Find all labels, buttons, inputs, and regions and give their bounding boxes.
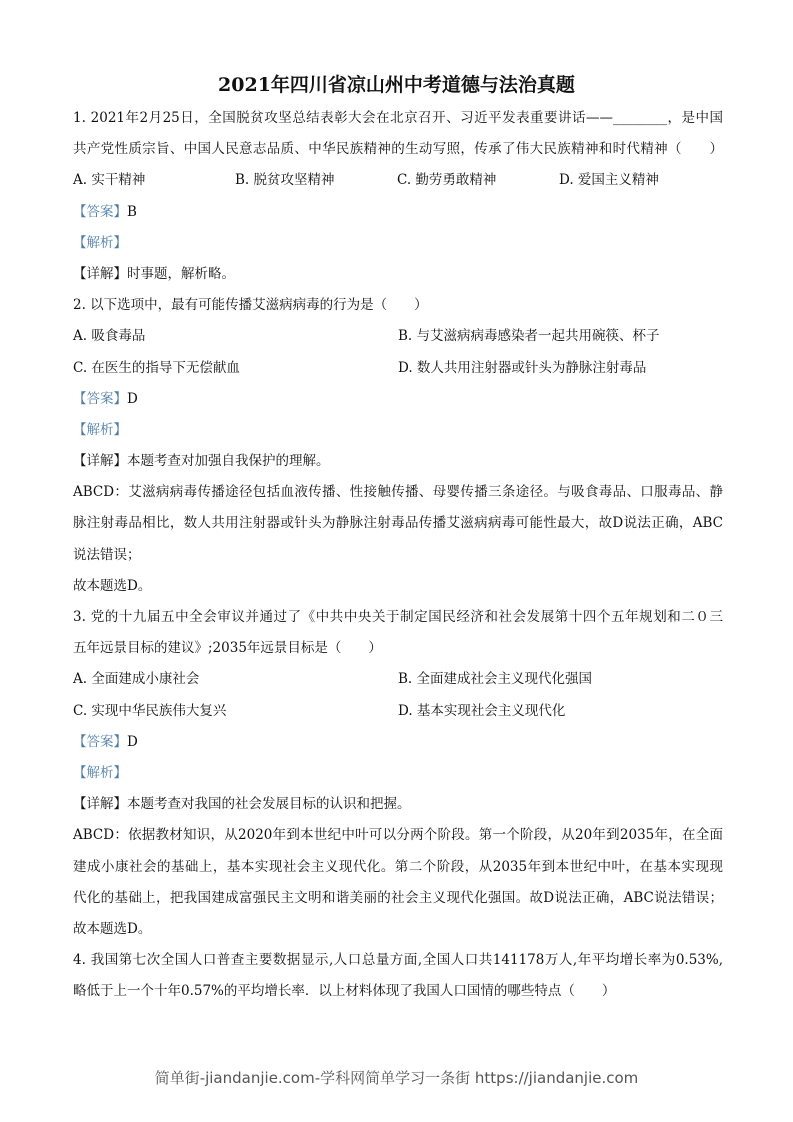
answer-value: B [127, 203, 137, 220]
question-2-options [73, 321, 723, 352]
detail-line [73, 789, 723, 820]
option-d: D. 爱国主义精神 [559, 172, 659, 189]
option-d: D. 数人共用注射器或针头为静脉注射毒品 [398, 359, 647, 376]
page-title: 2021年四川省凉山州中考道德与法治真题 [218, 74, 575, 96]
option-c: C. 在医生的指导下无偿献血 [73, 359, 240, 376]
explanation-text: 故本题选D。 [73, 920, 152, 937]
detail-line [73, 259, 723, 290]
answer-label: 【答案】 [73, 390, 127, 407]
question-3-options [73, 664, 723, 695]
option-a: A. 吸食毒品 [73, 328, 146, 345]
detail-label: 【详解】 [73, 453, 127, 470]
option-b: B. 脱贫攻坚精神 [235, 172, 335, 189]
explanation-text: 建成小康社会的基础上，基本实现社会主义现代化。第二个阶段，从2035年到本世纪中叶，在基本实现现 [73, 858, 723, 875]
detail-label: 【详解】 [73, 796, 127, 813]
question-1-text: 1. 2021年2月25日，全国脱贫攻坚总结表彰大会在北京召开、习近平发表重要讲话——________，是中国 [73, 110, 723, 126]
question-4-text: 略低于上一个十年0.57%的平均增长率．以上材料体现了我国人口国情的哪些特点（ ） [73, 983, 616, 1000]
explanation-text: 代化的基础上，把我国建成富强民主文明和谐美丽的社会主义现代化强国。故D说法正确，ABC说法错误； [73, 889, 723, 906]
answer-line [73, 197, 723, 228]
answer-line [73, 384, 723, 415]
answer-value: D [127, 733, 138, 750]
analysis-label: 【解析】 [73, 421, 127, 438]
option-c: C. 勤劳勇敢精神 [397, 172, 497, 189]
answer-line [73, 727, 723, 758]
question-2-text: 2. 以下选项中，最有可能传播艾滋病病毒的行为是（ ） [73, 297, 428, 314]
detail-line [73, 446, 723, 477]
explanation-text: 故本题选D。 [73, 577, 152, 594]
question-1-options [73, 165, 723, 196]
question-4-text: 4. 我国第七次全国人口普查主要数据显示,人口总量方面,全国人口共141178万人,年平均增长率为0.53%, [73, 952, 723, 969]
option-b: B. 与艾滋病病毒感染者一起共用碗筷、杯子 [398, 328, 660, 345]
option-d: D. 基本实现社会主义现代化 [398, 702, 566, 719]
answer-value: D [127, 390, 138, 407]
option-b: B. 全面建成社会主义现代化强国 [398, 671, 593, 688]
analysis-label: 【解析】 [73, 234, 127, 251]
detail-text: 本题考查对我国的社会发展目标的认识和把握。 [127, 796, 411, 813]
answer-label: 【答案】 [73, 203, 127, 220]
question-3-text: 五年远景目标的建议》;2035年远景目标是（ ） [73, 640, 382, 657]
detail-text: 时事题，解析略。 [127, 265, 235, 282]
document-body [73, 103, 723, 1007]
question-3-options [73, 696, 723, 727]
answer-label: 【答案】 [73, 733, 127, 750]
footer-watermark: 简单街-jiandanjie.com-学科网简单学习一条街 https://jiandanjie.com [154, 1069, 639, 1087]
explanation-text: ABCD：依据教材知识，从2020年到本世纪中叶可以分两个阶段。第一个阶段，从20年到2035年，在全面 [73, 827, 723, 844]
detail-text: 本题考查对加强自我保护的理解。 [127, 453, 330, 470]
explanation-text: 说法错误； [73, 546, 141, 563]
question-3-text: 3. 党的十九届五中全会审议并通过了《中共中央关于制定国民经济和社会发展第十四个五年规划和二０三 [73, 609, 723, 625]
option-c: C. 实现中华民族伟大复兴 [73, 702, 227, 719]
option-a: A. 全面建成小康社会 [73, 671, 200, 688]
option-a: A. 实干精神 [73, 172, 146, 189]
analysis-label: 【解析】 [73, 764, 127, 781]
detail-label: 【详解】 [73, 265, 127, 282]
question-1-text: 共产党性质宗旨、中国人民意志品质、中华民族精神的生动写照，传承了伟大民族精神和时代精神（ ） [73, 141, 723, 158]
explanation-text: ABCD：艾滋病病毒传播途径包括血液传播、性接触传播、母婴传播三条途径。与吸食毒品、口服毒品、静 [73, 484, 723, 501]
explanation-text: 脉注射毒品相比，数人共用注射器或针头为静脉注射毒品传播艾滋病病毒可能性最大，故D说法正确，ABC [73, 515, 723, 532]
question-2-options [73, 353, 723, 384]
